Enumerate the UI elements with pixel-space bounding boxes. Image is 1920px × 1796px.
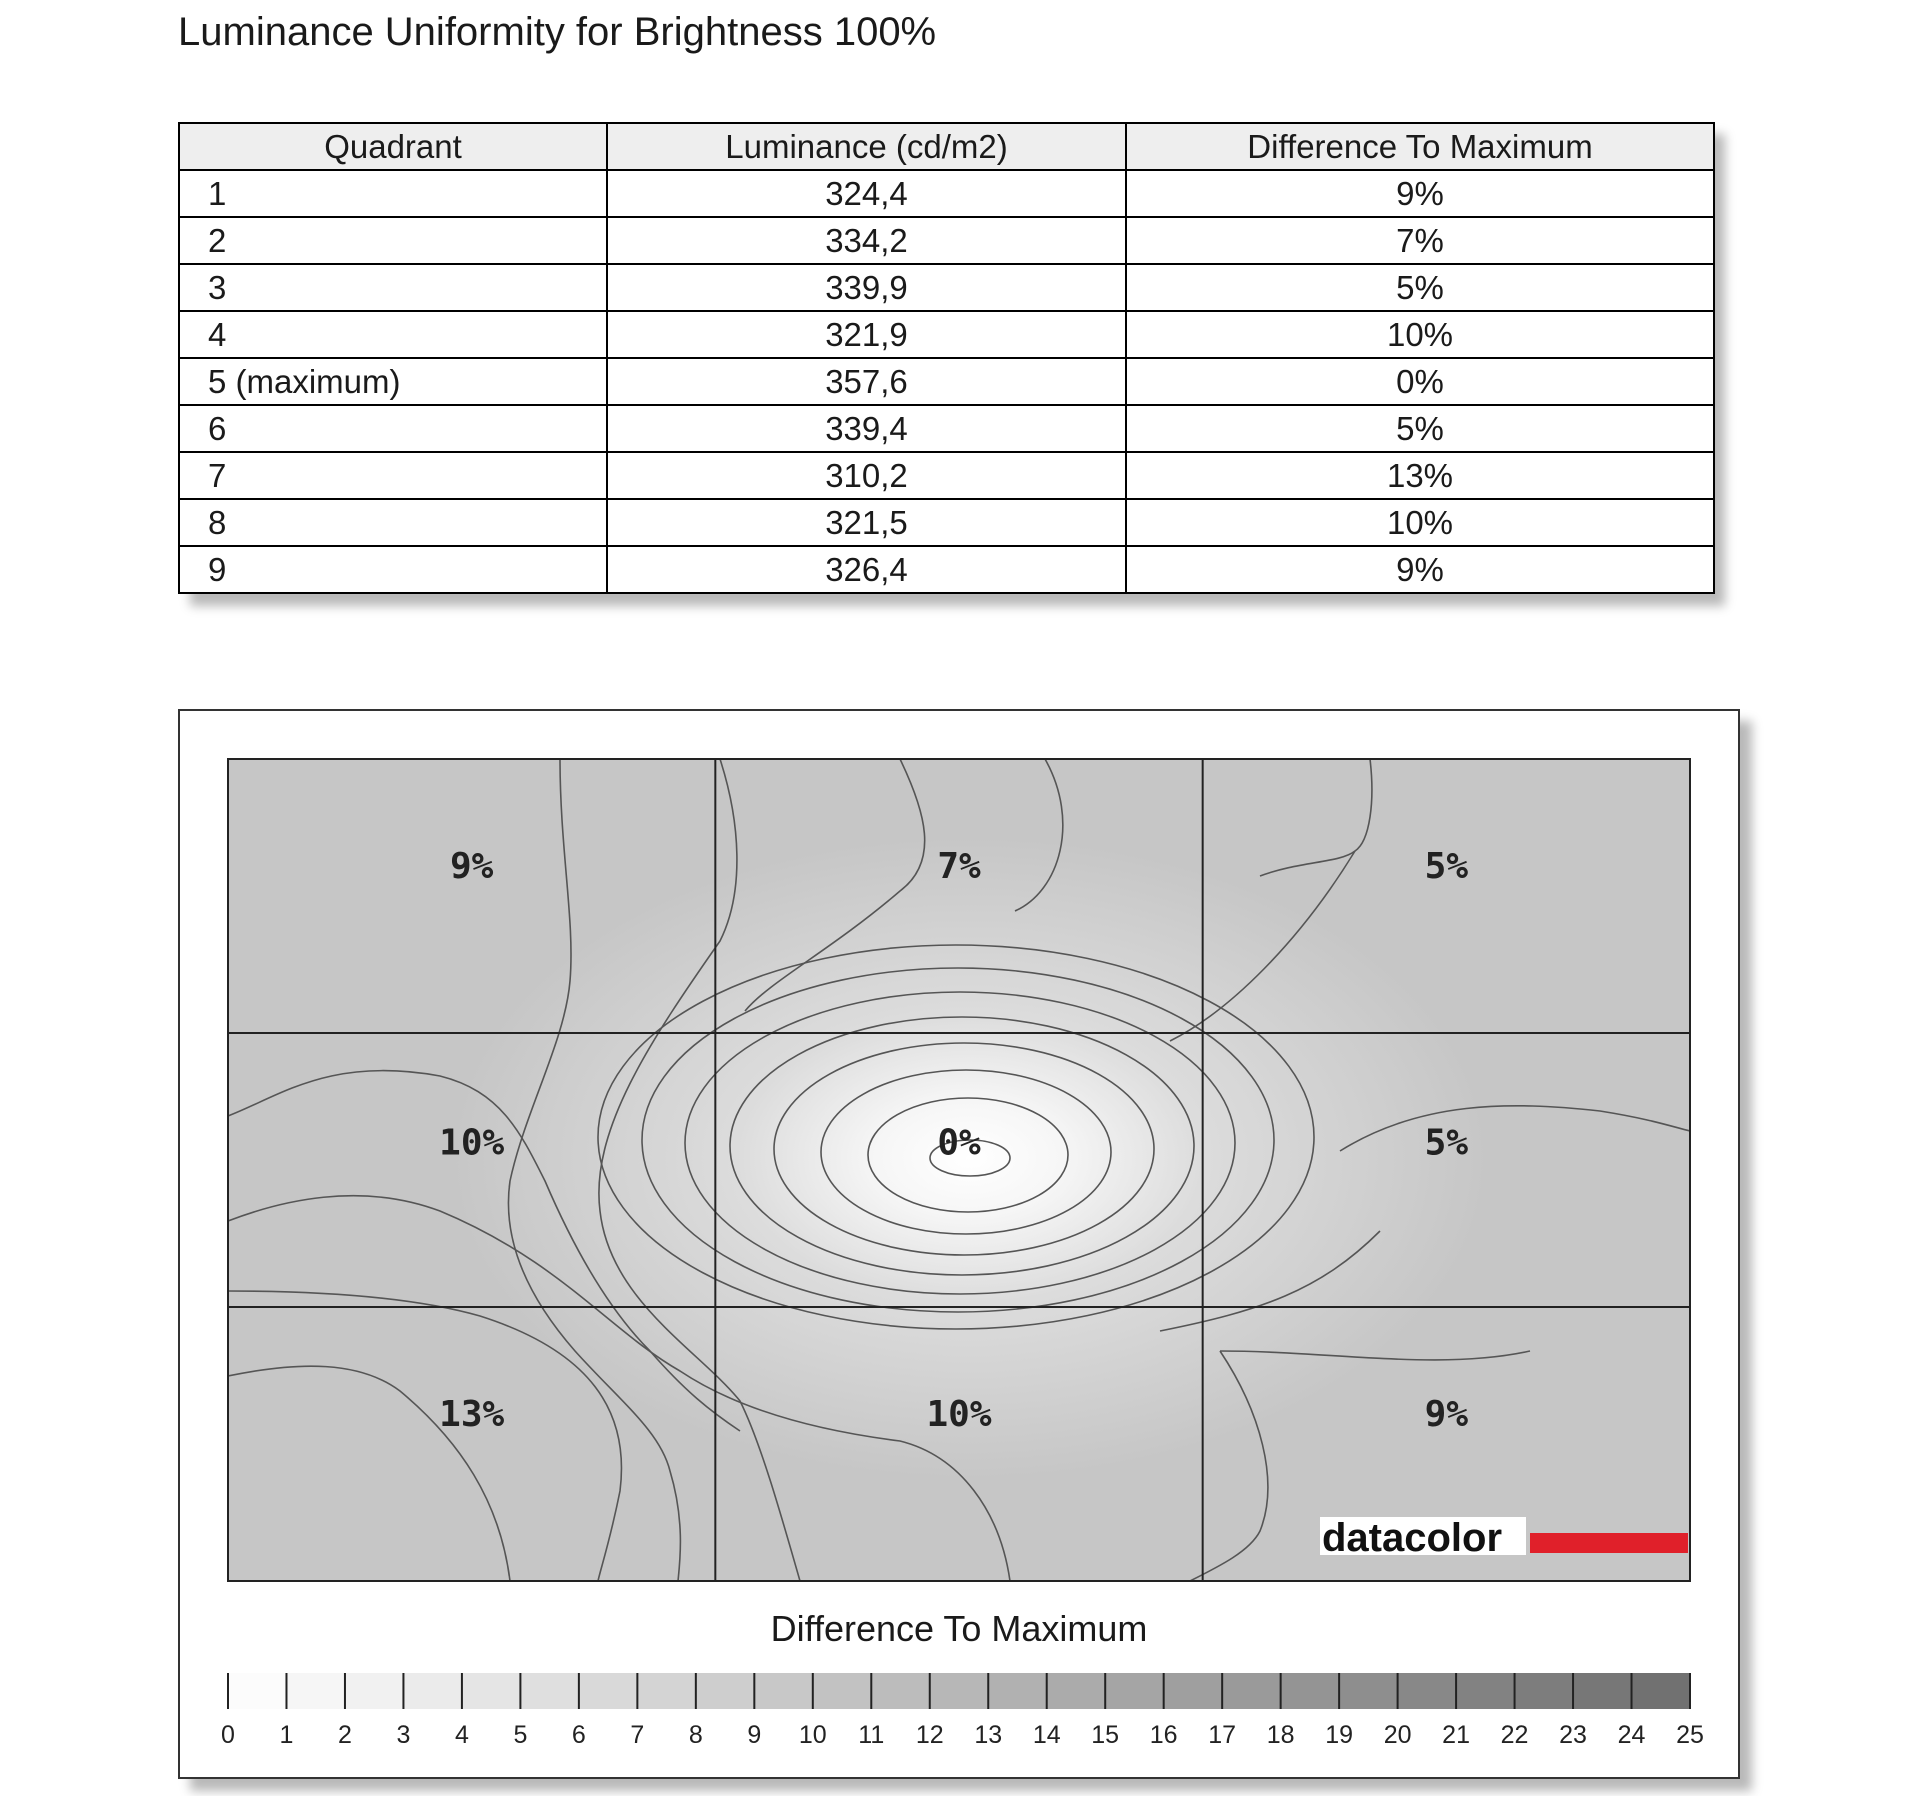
cell-value-label: 9% <box>1424 1393 1469 1435</box>
cell-difference: 5% <box>1126 405 1714 452</box>
cell-difference: 10% <box>1126 499 1714 546</box>
cell-value-label: 13% <box>439 1393 505 1435</box>
scale-tick-label: 22 <box>1500 1721 1529 1749</box>
cell-difference: 9% <box>1126 546 1714 593</box>
cell-luminance: 339,4 <box>607 405 1126 452</box>
scale-swatch <box>1047 1673 1105 1709</box>
scale-swatch <box>1515 1673 1573 1709</box>
table-header-row <box>179 123 1714 170</box>
cell-luminance: 321,9 <box>607 311 1126 358</box>
cell-difference: 7% <box>1126 217 1714 264</box>
cell-luminance: 324,4 <box>607 170 1126 217</box>
scale-tick-label: 11 <box>858 1721 885 1749</box>
cell-difference: 13% <box>1126 452 1714 499</box>
page-title: Luminance Uniformity for Brightness 100% <box>178 10 937 54</box>
scale-swatch <box>1281 1673 1339 1709</box>
scale-tick-label: 16 <box>1149 1721 1178 1749</box>
cell-difference: 5% <box>1126 264 1714 311</box>
scale-tick-label: 6 <box>571 1721 586 1749</box>
scale-swatch <box>930 1673 988 1709</box>
scale-tick-label: 2 <box>338 1721 352 1749</box>
scale-swatch <box>1105 1673 1163 1709</box>
logo-text: datacolor <box>1322 1516 1503 1560</box>
luminance-table-container <box>178 122 1713 594</box>
scale-tick-label: 5 <box>513 1721 528 1749</box>
scale-tick-label: 25 <box>1676 1721 1704 1749</box>
scale-swatch <box>520 1673 578 1709</box>
table-row <box>179 311 1714 358</box>
cell-quadrant: 2 <box>179 217 607 264</box>
scale-swatch <box>637 1673 695 1709</box>
scale-swatch <box>579 1673 637 1709</box>
cell-luminance: 321,5 <box>607 499 1126 546</box>
scale-swatch <box>1573 1673 1631 1709</box>
scale-swatch <box>1456 1673 1514 1709</box>
scale-swatch <box>462 1673 520 1709</box>
cell-difference: 9% <box>1126 170 1714 217</box>
scale-swatch <box>871 1673 929 1709</box>
cell-value-label: 5% <box>1424 1122 1469 1164</box>
scale-tick-label: 0 <box>221 1721 235 1749</box>
scale-tick-label: 1 <box>279 1721 294 1749</box>
scale-tick-label: 3 <box>396 1721 411 1749</box>
table-row <box>179 405 1714 452</box>
header-luminance: Luminance (cd/m2) <box>607 123 1126 170</box>
cell-difference: 0% <box>1126 358 1714 405</box>
scale-tick-label: 14 <box>1032 1721 1061 1749</box>
table-row <box>179 358 1714 405</box>
cell-quadrant: 1 <box>179 170 607 217</box>
table-row <box>179 170 1714 217</box>
cell-luminance: 326,4 <box>607 546 1126 593</box>
cell-value-label: 5% <box>1424 845 1469 887</box>
scale-swatch <box>813 1673 871 1709</box>
cell-value-label: 0% <box>937 1122 981 1164</box>
scale-tick-label: 24 <box>1617 1721 1646 1749</box>
scale-tick-label: 15 <box>1091 1721 1120 1749</box>
scale-swatch <box>754 1673 812 1709</box>
table-row <box>179 499 1714 546</box>
table-row <box>179 452 1714 499</box>
scale-swatch <box>403 1673 461 1709</box>
scale-tick-label: 20 <box>1383 1721 1412 1749</box>
scale-tick-label: 10 <box>798 1721 827 1749</box>
cell-luminance: 334,2 <box>607 217 1126 264</box>
scale-tick-label: 7 <box>630 1721 645 1749</box>
scale-tick-label: 4 <box>454 1721 469 1749</box>
table-row <box>179 217 1714 264</box>
scale-tick-label: 12 <box>915 1721 944 1749</box>
cell-quadrant: 3 <box>179 264 607 311</box>
logo-red-bar <box>1530 1533 1688 1553</box>
cell-difference: 10% <box>1126 311 1714 358</box>
header-quadrant: Quadrant <box>179 123 607 170</box>
scale-tick-label: 9 <box>747 1721 762 1749</box>
cell-quadrant: 7 <box>179 452 607 499</box>
cell-quadrant: 8 <box>179 499 607 546</box>
scale-swatch <box>1222 1673 1280 1709</box>
cell-luminance: 310,2 <box>607 452 1126 499</box>
scale-swatch <box>1164 1673 1222 1709</box>
uniformity-heatmap <box>180 711 1738 1777</box>
scale-tick-label: 17 <box>1208 1721 1237 1749</box>
scale-swatch <box>345 1673 403 1709</box>
scale-tick-label: 23 <box>1559 1721 1587 1749</box>
scale-swatch <box>1339 1673 1397 1709</box>
scale-tick-label: 19 <box>1325 1721 1354 1749</box>
cell-luminance: 339,9 <box>607 264 1126 311</box>
cell-value-label: 7% <box>937 845 981 887</box>
cell-quadrant: 9 <box>179 546 607 593</box>
scale-swatch <box>1398 1673 1456 1709</box>
cell-value-label: 10% <box>439 1122 505 1164</box>
scale-swatch <box>1632 1673 1690 1709</box>
scale-swatch <box>696 1673 754 1709</box>
scale-tick-label: 13 <box>974 1721 1003 1749</box>
cell-quadrant: 5 (maximum) <box>179 358 607 405</box>
scale-tick-label: 21 <box>1442 1721 1470 1749</box>
header-difference: Difference To Maximum <box>1126 123 1714 170</box>
cell-quadrant: 6 <box>179 405 607 452</box>
scale-title: Difference To Maximum <box>770 1608 1148 1649</box>
cell-quadrant: 4 <box>179 311 607 358</box>
uniformity-chart-panel <box>178 709 1740 1779</box>
cell-value-label: 10% <box>926 1393 992 1435</box>
table-row <box>179 546 1714 593</box>
scale-swatch <box>988 1673 1046 1709</box>
cell-luminance: 357,6 <box>607 358 1126 405</box>
scale-tick-label: 18 <box>1266 1721 1295 1749</box>
table-row <box>179 264 1714 311</box>
scale-swatch <box>228 1673 286 1709</box>
scale-tick-label: 8 <box>688 1721 703 1749</box>
scale-swatch <box>286 1673 344 1709</box>
luminance-table <box>178 122 1715 594</box>
cell-value-label: 9% <box>449 845 494 887</box>
